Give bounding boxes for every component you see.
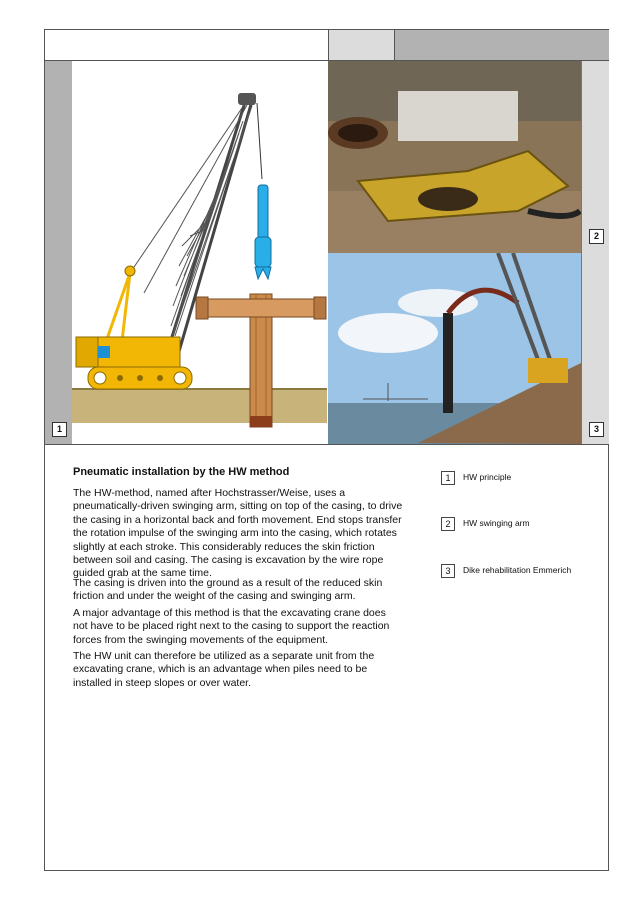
caption-number-1: 1: [441, 471, 455, 485]
header-gray-cell-dark: [394, 30, 609, 60]
paragraph-2: The casing is driven into the ground as a result of the reduced skin friction and under the weight of the casing and swinging arm.: [73, 577, 383, 603]
header-blank-cell: [45, 30, 328, 60]
swinging-arm: [196, 299, 326, 317]
header-gray-cell-light: [328, 30, 395, 60]
figure-number-1: 1: [52, 422, 67, 437]
wire-rope: [257, 103, 262, 179]
caption-dike-rehabilitation: Dike rehabilitation Emmerich: [463, 565, 572, 575]
caption-hw-swinging-arm: HW swinging arm: [463, 518, 530, 528]
soil-layer: [72, 389, 327, 423]
hw-principle-diagram: [72, 61, 327, 444]
caption-number-3: 3: [441, 564, 455, 578]
paragraph-4: The HW unit can therefore be utilized as a separate unit from the excavating crane, which is an advantage when piles need to be installed in steep slopes or over water.: [73, 650, 375, 689]
right-sidebar: [581, 61, 609, 444]
left-sidebar: [45, 61, 72, 444]
figure-number-3: 3: [589, 422, 604, 437]
paragraph-1: The HW-method, named after Hochstrasser/Weise, uses a pneumatically-driven swinging arm, sitting on top of the casing, to drive the casing in a horizontal back and forth movement. End stops transfer the rotation impulse of the swinging arm into the casing, which rotates slightly at each stroke. This considerably reduces the skin friction between soil and casing. The casing is excavation by the wire rope guided grab at the same time.: [73, 487, 403, 580]
paragraph-3: A major advantage of this method is that the excavating crane does not have to be placed right next to the casing to support the reaction forces from the swinging movements of the equipment.: [73, 607, 390, 646]
dike-rehabilitation-photo: [328, 253, 581, 444]
figure-divider: [45, 444, 608, 445]
caption-hw-principle: HW principle: [463, 472, 512, 482]
hw-principle-illustration: [72, 61, 327, 444]
figure-number-2: 2: [589, 229, 604, 244]
caption-number-2: 2: [441, 517, 455, 531]
section-title: Pneumatic installation by the HW method: [73, 466, 290, 478]
grab: [255, 185, 271, 279]
hw-swinging-arm-photo: [328, 61, 581, 253]
